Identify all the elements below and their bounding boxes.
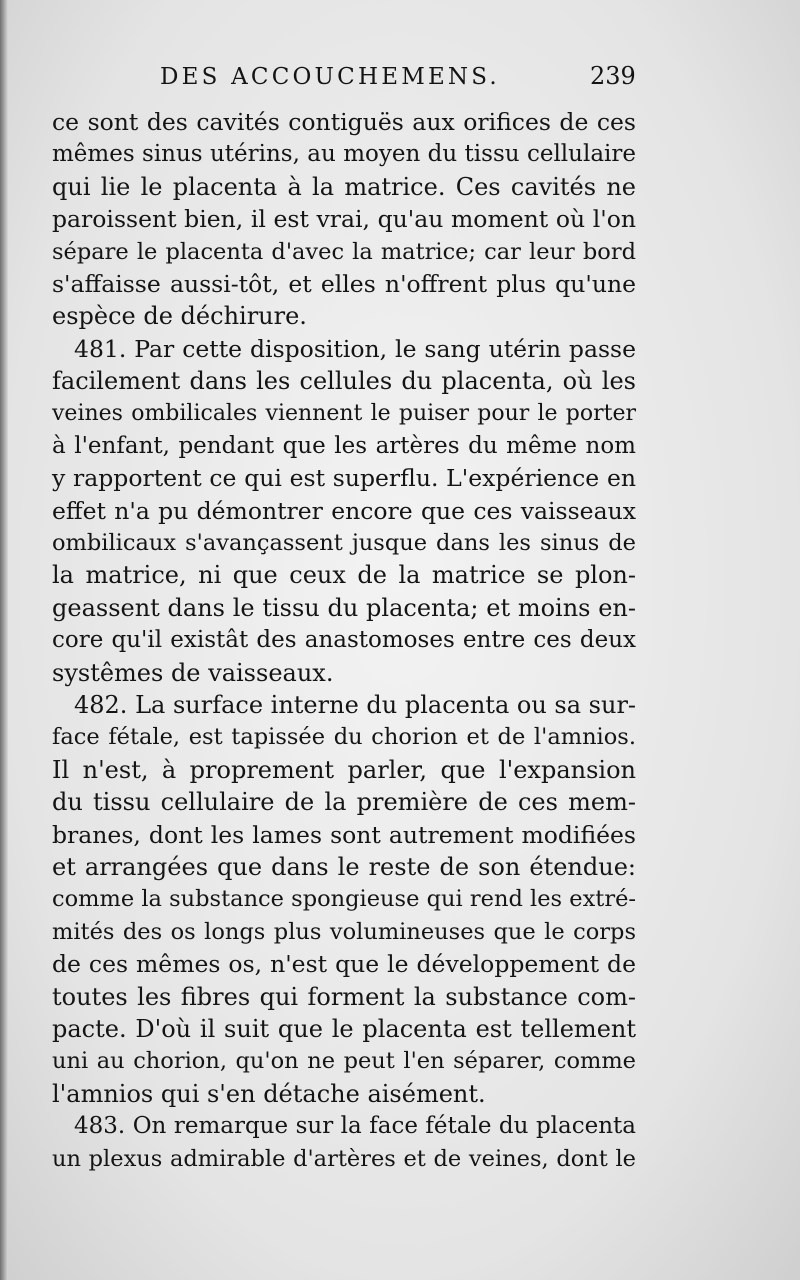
text-line: mités des os longs plus volumineuses que le corps	[52, 918, 636, 945]
page-edge-shadow	[0, 0, 8, 1280]
text-line: la matrice, ni que ceux de la matrice se plon-	[52, 561, 636, 590]
text-line: comme la substance spongieuse qui rend les extré-	[52, 886, 636, 913]
text-line: Il n'est, à proprement parler, que l'expansion	[52, 755, 636, 784]
page-number: 239	[590, 62, 636, 90]
text-line: s'affaisse aussi-tôt, et elles n'offrent plus qu'une	[52, 269, 636, 298]
text-line: y rapportent ce qui est superflu. L'expérience en	[52, 464, 636, 493]
text-line: mêmes sinus utérins, au moyen du tissu cellulaire	[52, 141, 636, 168]
text-line: du tissu cellulaire de la première de ces mem-	[52, 788, 636, 817]
paragraph-start-481: 481. Par cette disposition, le sang utérin passe	[74, 334, 636, 363]
text-line: veines ombilicales viennent le puiser pour le porter	[52, 400, 636, 426]
text-line: sépare le placenta d'avec la matrice; car leur bord	[52, 238, 636, 265]
text-line: qui lie le placenta à la matrice. Ces cavités ne	[52, 172, 636, 201]
text-line: ombilicaux s'avançassent jusque dans les sinus de	[52, 530, 636, 557]
text-line: face fétale, est tapissée du chorion et de l'amnios.	[52, 724, 636, 751]
text-line: facilement dans les cellules du placenta, où les	[52, 367, 636, 396]
text-line: systêmes de vaisseaux.	[52, 658, 334, 687]
text-line: toutes les fibres qui forment la substance com-	[52, 982, 636, 1011]
paragraph-start-482: 482. La surface interne du placenta ou sa sur-	[74, 691, 637, 720]
text-line: pacte. D'où il suit que le placenta est tellement	[52, 1014, 636, 1043]
text-line: geassent dans le tissu du placenta; et moins en-	[52, 593, 636, 622]
text-line: et arrangées que dans le reste de son étendue:	[52, 852, 636, 881]
text-line: branes, dont les lames sont autrement modifiées	[52, 820, 636, 849]
text-line: uni au chorion, qu'on ne peut l'en séparer, comme	[52, 1048, 636, 1075]
text-line: core qu'il existât des anastomoses entre ces deux	[52, 627, 636, 654]
text-line: à l'enfant, pendant que les artères du même nom	[52, 432, 636, 459]
body-text	[52, 106, 636, 1175]
text-line: paroissent bien, il est vrai, qu'au moment où l'on	[52, 205, 636, 234]
text-line: l'amnios qui s'en détache aisément.	[52, 1079, 486, 1108]
text-line: ce sont des cavités contiguës aux orifices de ces	[52, 108, 636, 136]
text-line: espèce de déchirure.	[52, 302, 307, 331]
text-line: de ces mêmes os, n'est que le développement de	[52, 950, 636, 979]
running-head: DES ACCOUCHEMENS.	[160, 64, 500, 90]
text-line: un plexus admirable d'artères et de veines, dont le	[52, 1145, 636, 1172]
paragraph-start-483: 483. On remarque sur la face fétale du placenta	[74, 1113, 636, 1140]
text-line: effet n'a pu démontrer encore que ces vaisseaux	[52, 496, 636, 525]
